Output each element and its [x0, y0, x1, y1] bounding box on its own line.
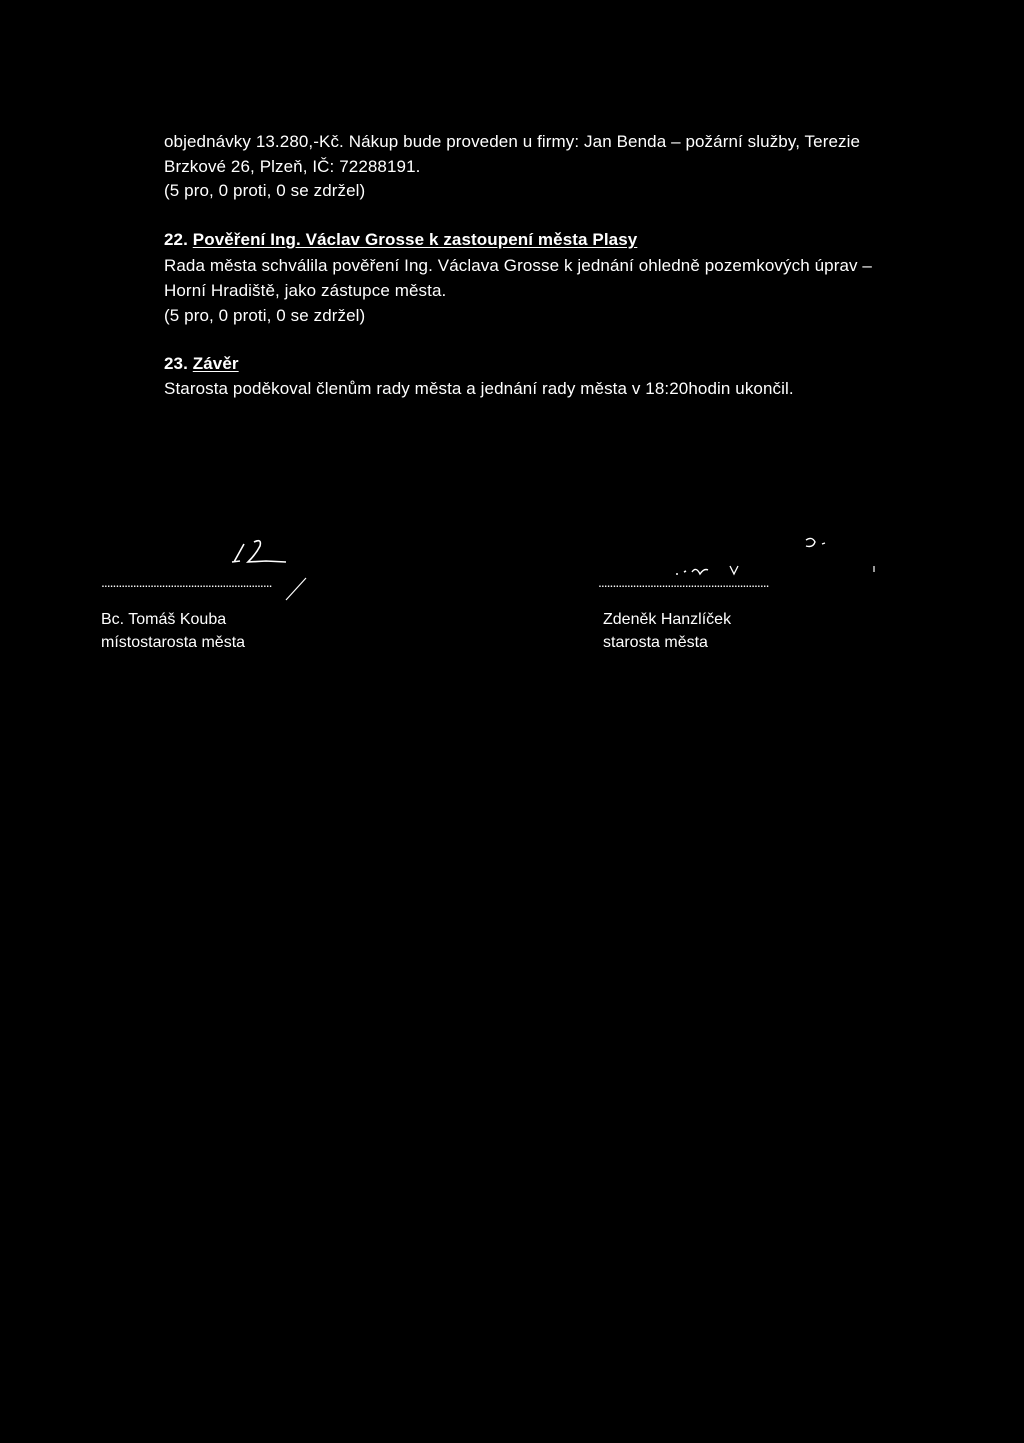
- item22-line1: Rada města schválila pověření Ing. Václava Grosse k jednání ohledně pozemkových úprav –: [164, 256, 872, 275]
- item22-heading: Pověření Ing. Václav Grosse k zastoupení města Plasy: [192, 230, 638, 249]
- item22-number: 22.: [164, 230, 188, 249]
- item21-line2: Brzkové 26, Plzeň, IČ: 72288191.: [164, 157, 421, 176]
- left-signature-scribble: [226, 532, 316, 602]
- right-signatory-role: starosta města: [603, 634, 708, 651]
- item22-heading-row: [164, 229, 637, 251]
- left-signature-line: ...........................................................: [101, 574, 272, 590]
- item23-heading: Závěr: [192, 354, 239, 373]
- right-signatory-name: Zdeněk Hanzlíček: [603, 611, 732, 628]
- item22-vote: (5 pro, 0 proti, 0 se zdržel): [164, 306, 366, 325]
- right-signature-line: ...........................................................: [598, 574, 769, 590]
- item22-line2: Horní Hradiště, jako zástupce města.: [164, 281, 447, 300]
- item21-vote: (5 pro, 0 proti, 0 se zdržel): [164, 181, 366, 200]
- item23-heading-row: [164, 353, 239, 375]
- item21-line1: objednávky 13.280,-Kč. Nákup bude proveden u firmy: Jan Benda – požární služby, Terezie: [164, 132, 861, 151]
- left-signatory-role: místostarosta města: [101, 634, 246, 651]
- left-signatory-name: Bc. Tomáš Kouba: [101, 611, 227, 628]
- item23-number: 23.: [164, 354, 188, 373]
- item23-line1: Starosta poděkoval členům rady města a jednání rady města v 18:20hodin ukončil.: [164, 379, 794, 398]
